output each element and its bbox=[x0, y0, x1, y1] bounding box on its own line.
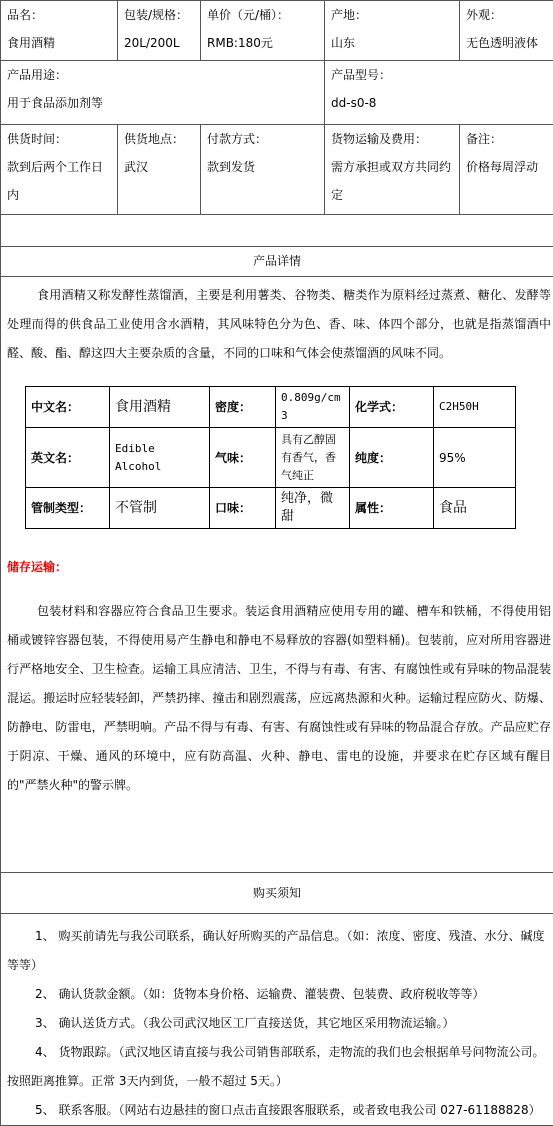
spacer-row bbox=[1, 215, 553, 247]
spec-value: 食品 bbox=[434, 488, 516, 529]
info-row-supply bbox=[1, 125, 553, 215]
spacer-cell bbox=[1, 215, 553, 247]
spec-table bbox=[25, 386, 516, 529]
intro-paragraph: 食用酒精又称发酵性蒸馏酒，主要是利用薯类、谷物类、糖类作为原料经过蒸煮、糖化、发酵等处理而得的供食品工业使用含水酒精，其风味特色分为色、香、味、体四个部分，也就是指蒸馏酒中醛、酸、酯、醇这四大主要杂质的含量，不同的口味和气体会使蒸馏酒的风味不同。 bbox=[7, 277, 551, 368]
value: RMB:180元 bbox=[207, 29, 318, 57]
info-row-basic bbox=[1, 1, 553, 61]
cell-supply-place bbox=[118, 125, 201, 215]
spec-value: 95% bbox=[434, 428, 516, 488]
spec-key: 属性： bbox=[350, 488, 434, 529]
storage-paragraph: 包装材料和容器应符合食品卫生要求。装运食用酒精应使用专用的罐、槽车和铁桶，不得使用铝桶或镀锌容器包装，不得使用易产生静电和静电不易释放的容器(如塑料桶)。包装前，应对所用容器进行严格地安全、卫生检查。运输工具应清洁、卫生，不得与有毒、有害、有腐蚀性或有异味的物品混装混运。搬运时应轻装轻卸，严禁扔摔、撞击和剧烈震荡，应远离热源和火种。运输过程应防火、防爆、防静电、防雷电，严禁明响。产品不得与有毒、有害、有腐蚀性或有异味的物品混合存放。产品应贮存于阴凉、干燥、通风的环境中，应有防高温、火种、静电、雷电的设施，并要求在贮存区域有醒目的"严禁火种"的警示牌。 bbox=[7, 577, 551, 800]
cell-name bbox=[1, 1, 118, 61]
notice-header-row bbox=[1, 873, 553, 914]
value: 用于食品添加剂等 bbox=[7, 89, 318, 117]
spec-value: Edible Alcohol bbox=[110, 428, 210, 488]
info-row-usage bbox=[1, 61, 553, 125]
cell-usage bbox=[1, 61, 325, 125]
spec-row bbox=[26, 387, 516, 428]
notice-item: 2、 确认货款金额。（如：货物本身价格、运输费、灌装费、包装费、政府税收等等） bbox=[7, 980, 547, 1009]
cell-model bbox=[325, 61, 553, 125]
spec-table-wrap bbox=[7, 368, 551, 537]
value: 食用酒精 bbox=[7, 29, 111, 57]
cell-package bbox=[118, 1, 201, 61]
storage-title: 储存运输： bbox=[7, 537, 551, 577]
notice-body bbox=[1, 914, 553, 1126]
cell-appearance bbox=[460, 1, 553, 61]
label: 供货地点： bbox=[124, 125, 194, 153]
value: 价格每周浮动 bbox=[466, 153, 547, 181]
value: dd-s0-8 bbox=[331, 89, 547, 117]
label: 产地： bbox=[331, 1, 453, 29]
detail-header-row bbox=[1, 247, 553, 277]
value: 山东 bbox=[331, 29, 453, 57]
spec-value: C2H50H bbox=[434, 387, 516, 428]
notice-item: 1、 购买前请先与我公司联系，确认好所购买的产品信息。（如：浓度、密度、残渣、水分、碱度等等） bbox=[7, 922, 547, 980]
detail-heading: 产品详情 bbox=[1, 247, 553, 277]
spec-value: 食用酒精 bbox=[110, 387, 210, 428]
label: 外观： bbox=[466, 1, 547, 29]
spec-row bbox=[26, 428, 516, 488]
spec-key: 气味： bbox=[210, 428, 276, 488]
value: 需方承担或双方共同约定 bbox=[331, 153, 453, 209]
spec-value: 纯净，微甜 bbox=[276, 488, 350, 529]
detail-body-row bbox=[1, 277, 553, 873]
label: 产品用途： bbox=[7, 61, 318, 89]
notice-item: 4、 货物跟踪。（武汉地区请直接与我公司销售部联系，走物流的我们也会根据单号问物流公司。按照距离推算。正常 3天内到货，一般不超过 5天。） bbox=[7, 1038, 547, 1096]
value: 20L/200L bbox=[124, 29, 194, 57]
spec-key: 口味： bbox=[210, 488, 276, 529]
label: 备注： bbox=[466, 125, 547, 153]
cell-shipping bbox=[325, 125, 460, 215]
spec-key: 中文名： bbox=[26, 387, 110, 428]
spec-key: 英文名： bbox=[26, 428, 110, 488]
value: 武汉 bbox=[124, 153, 194, 181]
cell-price bbox=[201, 1, 325, 61]
value: 款到发货 bbox=[207, 153, 318, 181]
spec-key: 化学式： bbox=[350, 387, 434, 428]
label: 供货时间： bbox=[7, 125, 111, 153]
spec-key: 密度： bbox=[210, 387, 276, 428]
cell-payment bbox=[201, 125, 325, 215]
label: 品名： bbox=[7, 1, 111, 29]
spec-value: 0.809g/cm3 bbox=[276, 387, 350, 428]
detail-body bbox=[1, 277, 553, 873]
cell-origin bbox=[325, 1, 460, 61]
label: 货物运输及费用： bbox=[331, 125, 453, 153]
label: 付款方式： bbox=[207, 125, 318, 153]
notice-item: 3、 确认送货方式。（我公司武汉地区工厂直接送货，其它地区采用物流运输。） bbox=[7, 1009, 547, 1038]
spec-row bbox=[26, 488, 516, 529]
cell-supply-time bbox=[1, 125, 118, 215]
label: 单价（元/桶）： bbox=[207, 1, 318, 29]
notice-item: 5、 联系客服。（网站右边悬挂的窗口点击直接跟客服联系，或者致电我公司 027-61188828） bbox=[7, 1096, 547, 1125]
value: 无色透明液体 bbox=[466, 29, 547, 57]
cell-remark bbox=[460, 125, 553, 215]
spec-value: 具有乙醇固有香气，香气纯正 bbox=[276, 428, 350, 488]
spec-value: 不管制 bbox=[110, 488, 210, 529]
spec-key: 纯度： bbox=[350, 428, 434, 488]
notice-heading: 购买须知 bbox=[1, 873, 553, 914]
label: 产品型号： bbox=[331, 61, 547, 89]
label: 包装/规格： bbox=[124, 1, 194, 29]
spec-key: 管制类型： bbox=[26, 488, 110, 529]
value: 款到后两个工作日内 bbox=[7, 153, 111, 209]
notice-body-row bbox=[1, 914, 553, 1126]
